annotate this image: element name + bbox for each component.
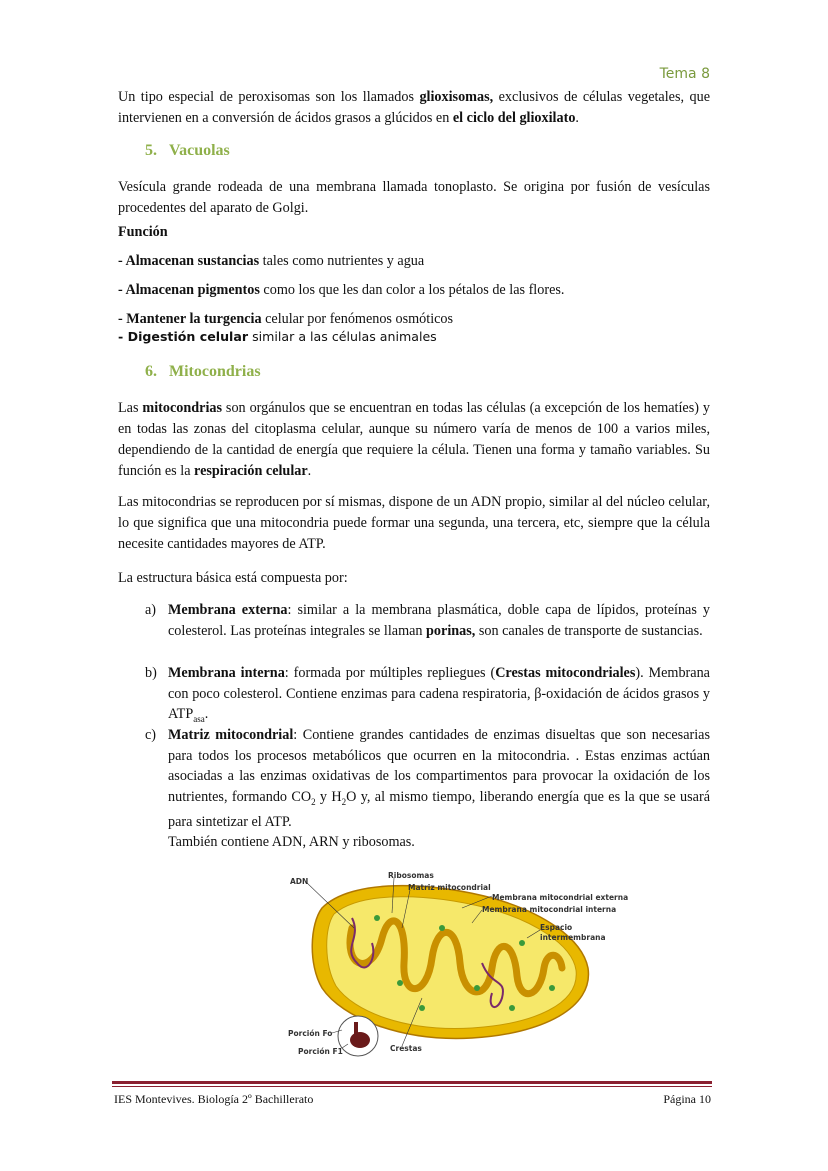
label-porcion-f1: Porción F1	[298, 1047, 343, 1056]
text: son orgánulos que se encuentran en todas las células (a excepción de los hematíes) y en todas las zonas del citoplasma celular, aunque su número varía de menos de 100 a varios miles, dependiendo de la cantidad de energía que requiere la célula. Tienen una forma y tamaño variables. Su función es la	[118, 400, 710, 479]
bold-term: Membrana externa	[168, 602, 288, 618]
text: y H	[315, 788, 342, 805]
function-item	[118, 327, 437, 347]
intro-paragraph	[118, 87, 710, 129]
text: : Contiene grandes cantidades de enzimas disueltas que son necesarias para todos los procesos metabólicos que ocurren en la mitocondria. . Estas enzimas actúan asociadas a las enzimas oxidativas de los compartimentos para provocar la oxidación de los nutrientes, formando CO	[168, 727, 710, 805]
bold-term: Membrana interna	[168, 665, 285, 681]
bold-term: - Mantener la turgencia	[118, 311, 262, 327]
header-topic-tag: Tema 8	[659, 66, 710, 82]
bold-term: - Almacenan pigmentos	[118, 282, 260, 298]
text: son canales de transporte de sustancias.	[475, 622, 703, 639]
text: También contiene ADN, ARN y ribosomas.	[168, 834, 415, 851]
function-item	[118, 280, 564, 300]
label-matriz: Matriz mitocondrial	[408, 883, 491, 892]
text: O y, al mismo tiempo, liberando energía que es la que se usará para sintetizar el ATP.	[168, 788, 710, 830]
mitocondrias-paragraph-2: Las mitocondrias se reproducen por sí mismas, dispone de un ADN propio, similar al del núcleo celular, lo que significa que una mitocondria puede formar una segunda, una tercera, etc, siempre que la célula necesite cantidades mayores de ATP.	[118, 494, 710, 552]
section-heading-vacuolas	[145, 142, 230, 160]
label-crestas: Crestas	[390, 1044, 422, 1053]
function-heading: Función	[118, 224, 168, 240]
mitocondrias-paragraph-1	[118, 398, 710, 482]
text: .	[307, 463, 312, 479]
structure-item-a	[145, 600, 710, 641]
footer-school: IES Montevives. Biología 2º Bachillerato	[114, 1092, 314, 1106]
vacuolas-description: Vesícula grande rodeada de una membrana llamada tonoplasto. Se origina por fusión de vesículas procedentes del aparato de Golgi.	[118, 179, 710, 216]
bold-term: Matriz mitocondrial	[168, 727, 294, 743]
bold-term: - Digestión celular	[118, 329, 249, 344]
bold-term: glioxisomas,	[419, 89, 494, 105]
section-heading-mitocondrias	[145, 363, 261, 381]
label-espacio: Espacio	[540, 923, 573, 932]
bold-term: mitocondrias	[142, 400, 223, 416]
label-adn: ADN	[290, 877, 309, 886]
label-ribosomas: Ribosomas	[388, 871, 434, 880]
text: exclusivos de células vegetales, que intervienen en a conversión de ácidos grasos a glúcidos en	[118, 89, 710, 126]
text: Las	[118, 400, 143, 416]
atp-synthase-head	[350, 1032, 370, 1048]
structure-item-b	[145, 663, 710, 729]
text: : formada por múltiples repliegues (	[284, 665, 496, 681]
bold-term: porinas,	[426, 622, 476, 639]
label-porcion-fo: Porción Fo	[288, 1029, 333, 1038]
text: similar a las células animales	[248, 329, 437, 344]
mitocondrias-paragraph-3: La estructura básica está compuesta por:	[118, 570, 348, 586]
list-marker: c)	[145, 727, 157, 743]
section-number: 5.	[145, 142, 157, 159]
text: tales como nutrientes y agua	[259, 253, 425, 269]
mitochondrion-diagram	[282, 868, 629, 1060]
section-title: Mitocondrias	[169, 363, 261, 380]
subscript: asa	[193, 713, 205, 724]
label-membrana-interna: Membrana mitocondrial interna	[482, 905, 617, 914]
text: ). Membrana con poco colesterol. Contiene enzimas para cadena respiratoria, β-oxidación de ácidos grasos y ATP	[168, 665, 710, 722]
text: como los que les dan color a los pétalos de las flores.	[259, 282, 565, 298]
section-title: Vacuolas	[169, 142, 230, 159]
footer-rule-thin	[112, 1086, 712, 1087]
text: .	[204, 706, 209, 722]
label-membrana-externa: Membrana mitocondrial externa	[492, 893, 629, 902]
footer-page-number: Página 10	[663, 1092, 711, 1106]
label-intermembrana: intermembrana	[540, 933, 606, 942]
atp-synthase-stalk	[354, 1022, 358, 1034]
text: .	[575, 110, 579, 126]
text: celular por fenómenos osmóticos	[261, 311, 454, 327]
footer-rule-thick	[112, 1081, 712, 1084]
subscript: 2	[311, 796, 316, 807]
bold-term: respiración celular	[194, 463, 308, 479]
text: : similar a la membrana plasmática, doble capa de lípidos, proteínas y colesterol. Las proteínas integrales se llaman	[168, 602, 710, 639]
section-number: 6.	[145, 363, 157, 380]
bold-term: - Almacenan sustancias	[118, 253, 260, 269]
list-marker: b)	[145, 665, 157, 681]
function-item	[118, 251, 424, 271]
subscript: 2	[341, 796, 347, 807]
text: Un tipo especial de peroxisomas son los llamados	[118, 89, 420, 105]
function-item	[118, 309, 453, 329]
bold-term: el ciclo del glioxilato	[452, 110, 576, 126]
bold-term: Crestas mitocondriales	[495, 665, 636, 681]
structure-item-c	[145, 725, 710, 853]
list-marker: a)	[145, 602, 157, 618]
